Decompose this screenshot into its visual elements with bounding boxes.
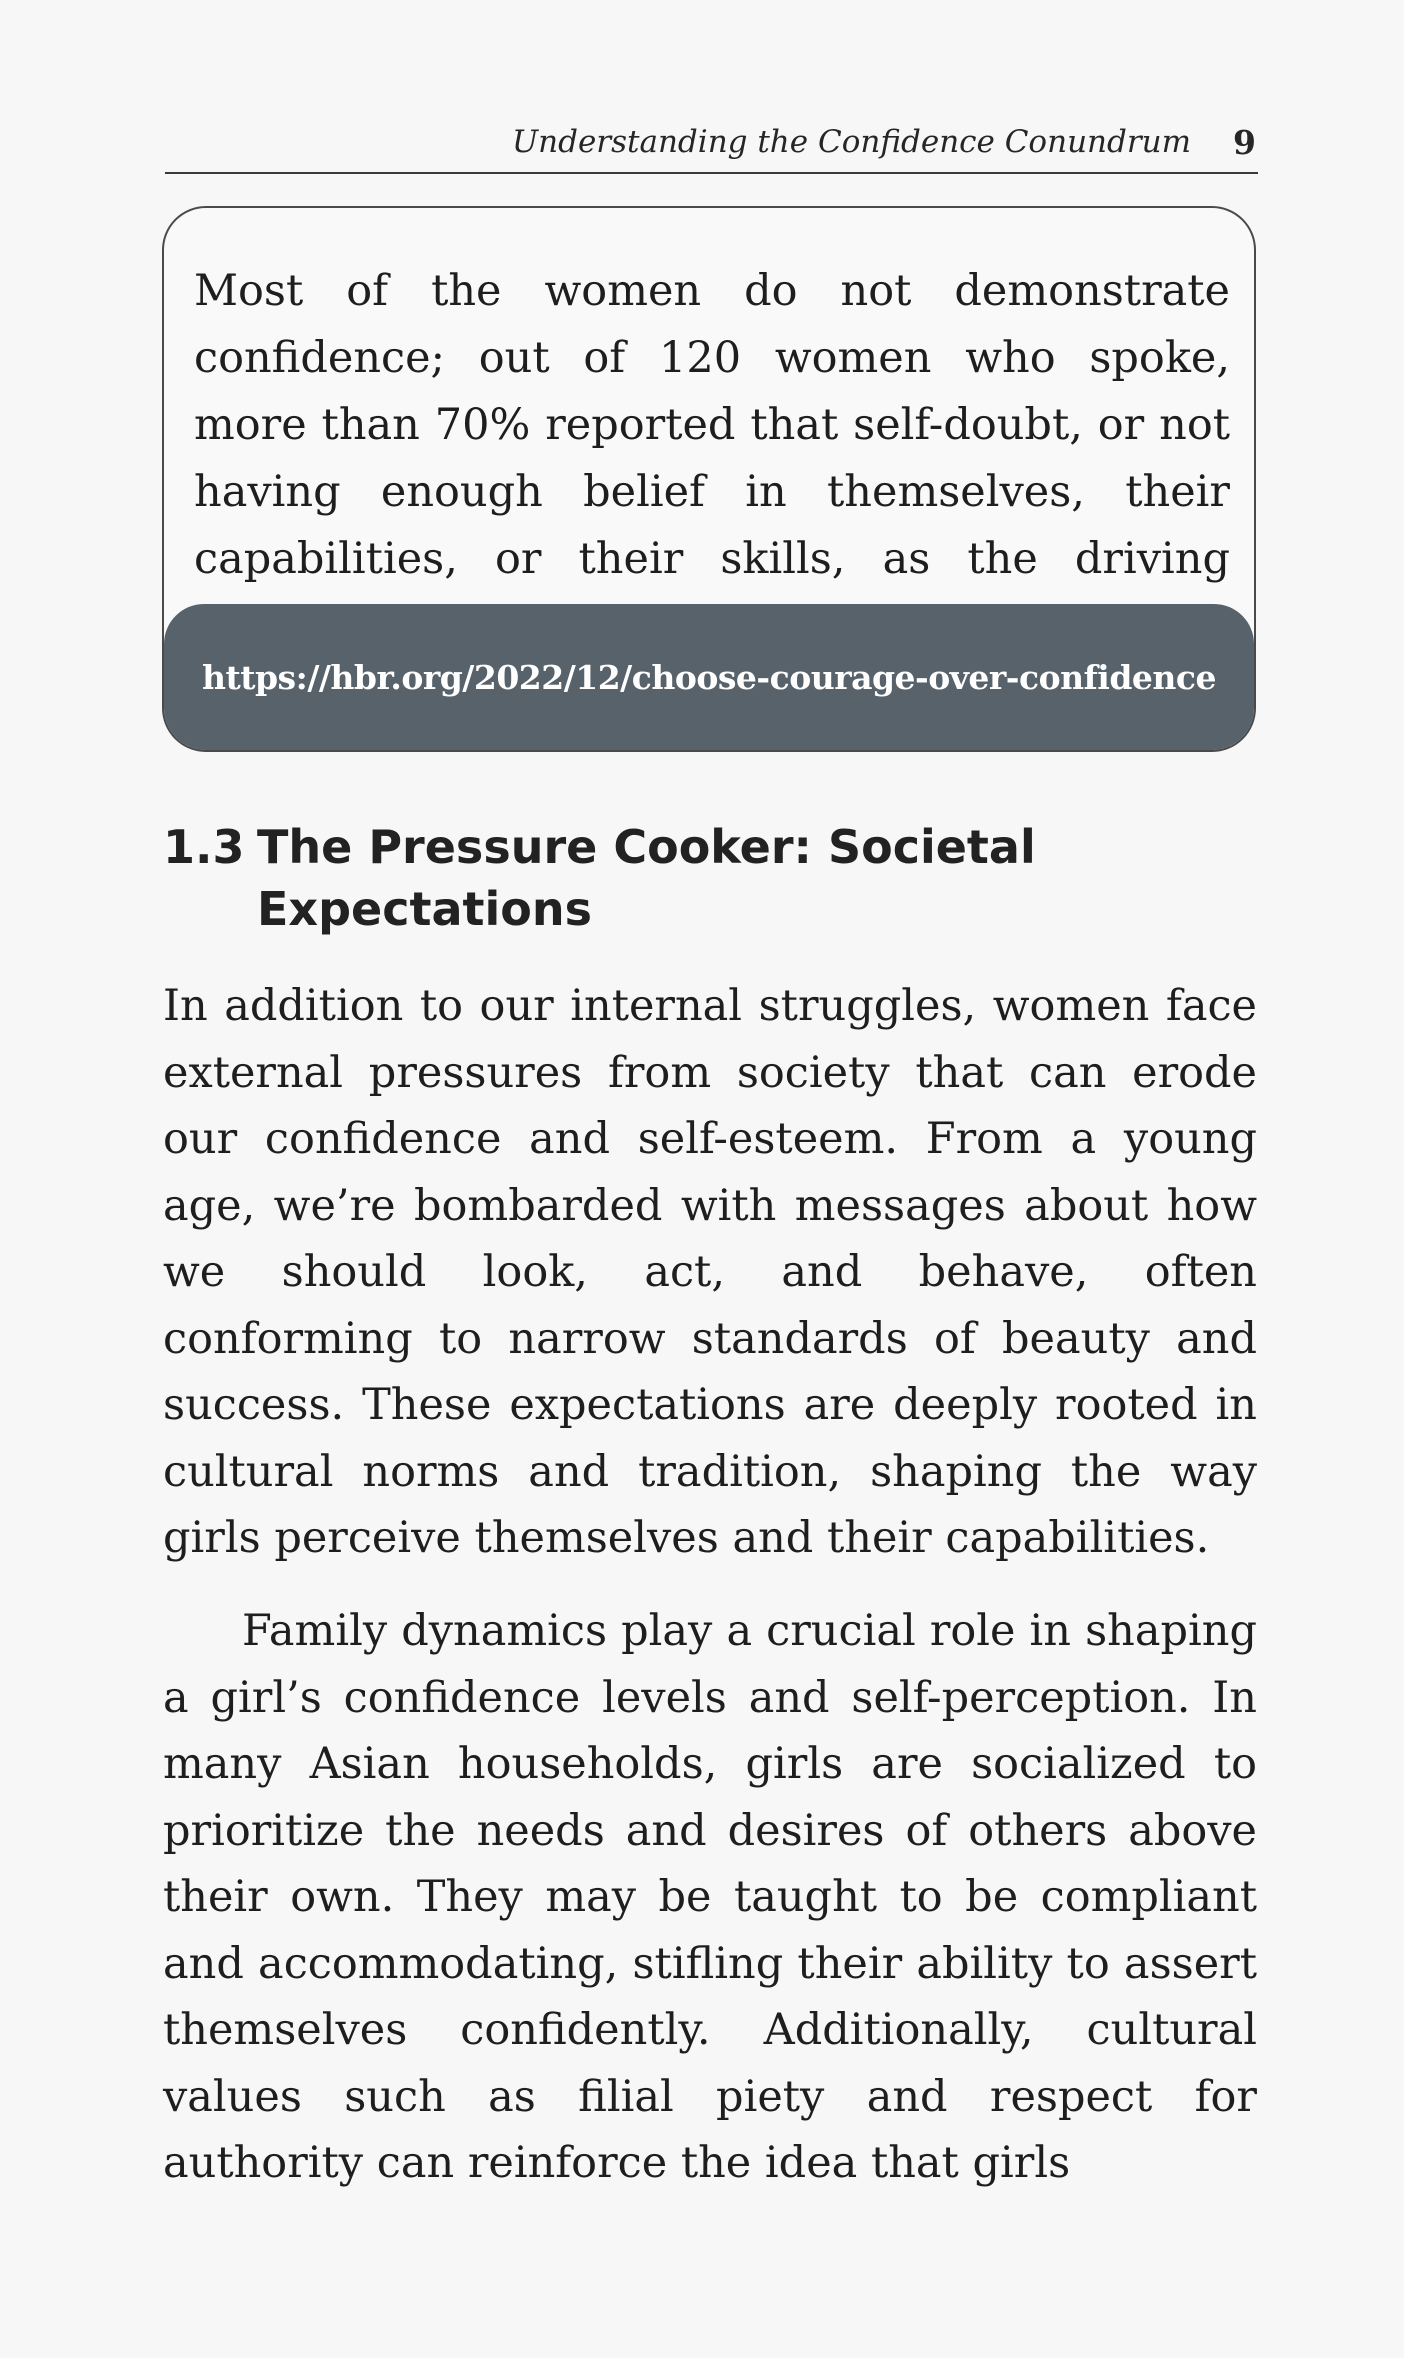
section-title: The Pressure Cooker: Societal Expectations [257,820,1036,936]
quote-source-bar [164,604,1254,750]
running-header [165,112,1258,174]
running-title: Understanding the Confidence Conundrum [512,124,1192,160]
body-paragraph-2: Family dynamics play a crucial role in shaping a girl’s confidence levels and self-perception. In many Asian households, girls are socialized to prioritize the needs and desires of others above their own. They may be taught to be compliant and accommodating, stifling their ability to assert themselves confidently. Additionally, cultural values such as filial piety and respect for authority can reinforce the idea that girls [163,1606,1257,2188]
page-number: 9 [1233,122,1256,162]
section-number: 1.3 [163,820,245,874]
section-heading [163,816,1243,940]
quote-source-url: https://hbr.org/2022/12/choose-courage-over-confidence [202,657,1216,697]
quote-box [162,206,1256,752]
quote-text: Most of the women do not demonstrate confidence; out of 120 women who spoke, more than 70% reported that self-doubt, or not having enough belief in themselves, their capabilities, or their skills, as the driving [194,266,1230,584]
body-paragraph-1: In addition to our internal struggles, women face external pressures from society that can erode our confidence and self-esteem. From a young age, we’re bombarded with messages about how we should look, act, and behave, often conforming to narrow standards of beauty and success. These expectations are deeply rooted in cultural norms and tradition, shaping the way girls perceive themselves and their capabilities. [163,981,1257,1563]
